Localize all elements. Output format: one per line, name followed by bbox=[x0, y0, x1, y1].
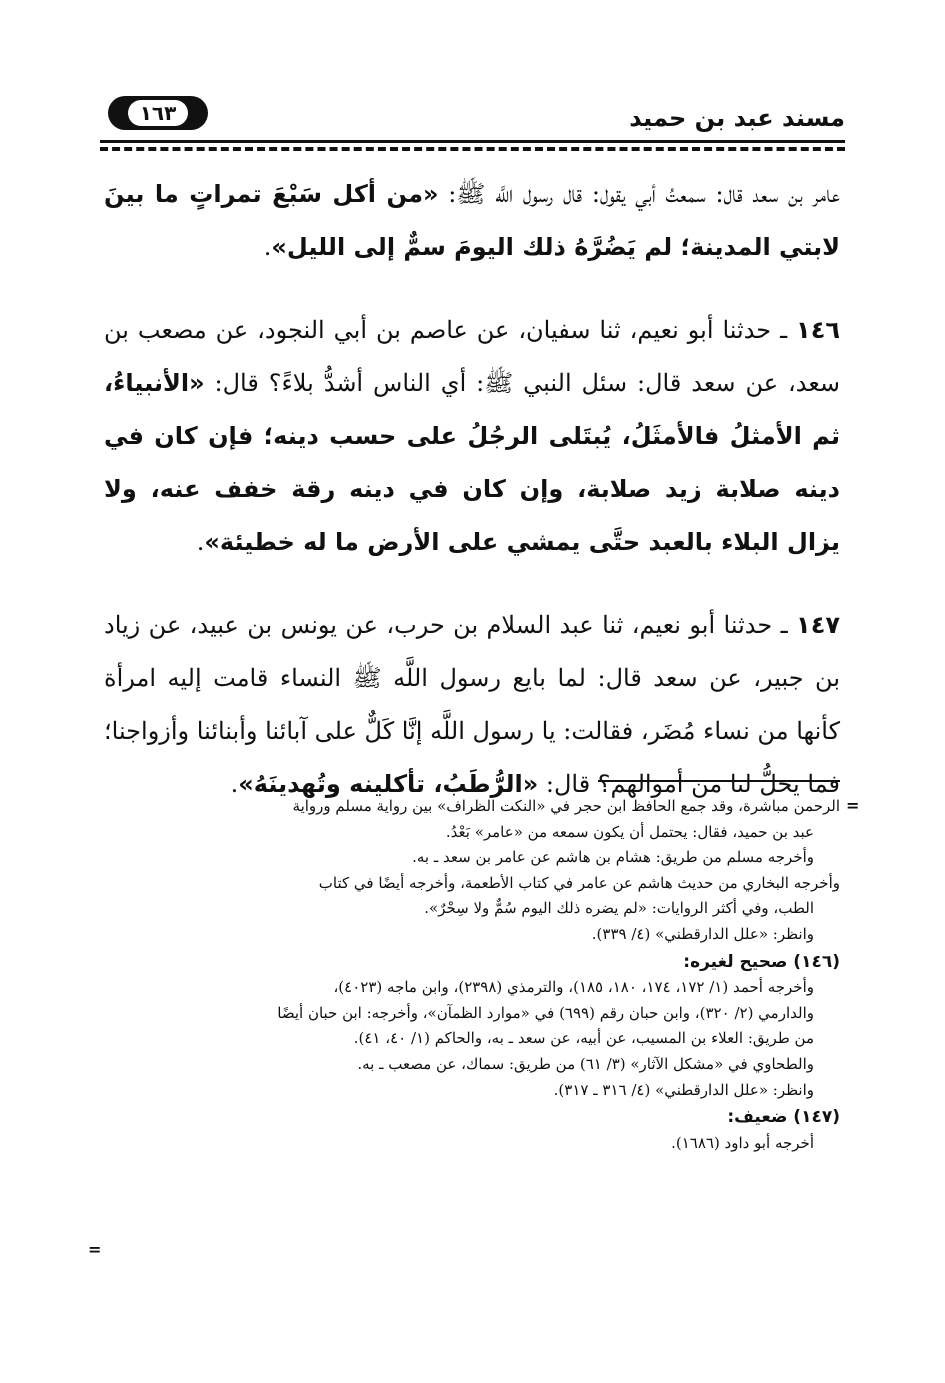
paragraph-end: . bbox=[230, 770, 239, 798]
footnotes bbox=[104, 794, 840, 1156]
footnote-separator bbox=[598, 780, 840, 782]
header-rule bbox=[100, 140, 845, 143]
page-header bbox=[100, 92, 845, 142]
continues-mark: = bbox=[88, 1240, 102, 1259]
page-number-badge bbox=[108, 96, 208, 130]
footnote-line: وأخرجه البخاري من حديث هاشم عن عامر في كتاب الأطعمة، وأخرجه أيضًا في كتاب bbox=[318, 873, 840, 892]
paragraph-end: . bbox=[263, 233, 272, 261]
footnote-line: وأخرجه مسلم من طريق: هشام بن هاشم عن عامر بن سعد ـ به. bbox=[412, 848, 814, 867]
hadith-text: «من أكل سَبْعَ تمراتٍ ما بينَ لابتي المدينة؛ لم يَضُرَّهُ ذلك اليومَ سمٌّ إلى الليل» bbox=[104, 180, 840, 261]
hadith-number: ١٤٦ bbox=[796, 316, 840, 344]
hadith-text: «الأنبياءُ، ثم الأمثلُ فالأمثَلُ، يُبتَلى الرجُلُ على حسب دينه؛ فإن كان في دينه صلابة زيد صلابة، وإن كان في دينه رقة خفف عنه، ولا يزال البلاء بالعبد حتَّى يمشي على الأرض ما له خطيئة» bbox=[104, 369, 840, 556]
footnote-line: والطحاوي في «مشكل الآثار» (٣/ ٦١) من طريق: سماك، عن مصعب ـ به. bbox=[357, 1054, 814, 1073]
footnote-line: الطب، وفي أكثر الروايات: «لم يضره ذلك اليوم سُمٌّ ولا سِحْرٌ». bbox=[424, 899, 814, 918]
book-title: مسند عبد بن حميد bbox=[629, 104, 845, 132]
narration-text: ـ حدثنا أبو نعيم، ثنا سفيان، عن عاصم بن أبي النجود، عن مصعب بن سعد، عن سعد قال: سئل النبي ﷺ: أي الناس أشدُّ بلاءً؟ قال: bbox=[104, 316, 840, 397]
main-text bbox=[104, 168, 840, 811]
footnote-line: الرحمن مباشرة، وقد جمع الحافظ ابن حجر في «النكت الظراف» بين رواية مسلم ورواية bbox=[292, 797, 840, 815]
paragraph-continued bbox=[104, 168, 840, 274]
footnote-line: والدارمي (٢/ ٣٢٠)، وابن حبان رقم (٦٩٩) في «موارد الظمآن»، وأخرجه: ابن حبان أيضًا bbox=[277, 1003, 814, 1022]
hadith-text: «الرُّطَبُ، تأكلينه وتُهدينَهُ» bbox=[238, 770, 539, 798]
footnote-heading-146: (١٤٦) صحيح لغيره: bbox=[683, 951, 840, 972]
footnote-heading-147: (١٤٧) ضعيف: bbox=[727, 1107, 840, 1128]
footnote-line: وانظر: «علل الدارقطني» (٤/ ٣٣٩). bbox=[591, 924, 814, 943]
hadith-number: ١٤٧ bbox=[796, 611, 840, 639]
footnote-line: عبد بن حميد، فقال: يحتمل أن يكون سمعه من «عامر» بَعْدُ. bbox=[445, 822, 814, 841]
footnote-line: وأخرجه أحمد (١/ ١٧٢، ١٧٤، ١٨٠، ١٨٥)، والترمذي (٢٣٩٨)، وابن ماجه (٤٠٢٣)، bbox=[333, 978, 814, 997]
footnote-line: من طريق: العلاء بن المسيب، عن أبيه، عن سعد ـ به، والحاكم (١/ ٤٠، ٤١). bbox=[353, 1029, 814, 1048]
continuation-mark: = bbox=[846, 796, 860, 815]
page-number: ١٦٣ bbox=[128, 100, 188, 126]
narration-text: ـ حدثنا أبو نعيم، ثنا عبد السلام بن حرب، عن يونس بن عبيد، عن زياد بن جبير، عن سعد قال: لما بايع رسول اللَّه ﷺ النساء قامت إليه امرأة كأنها من نساء مُضَر، فقالت: يا رسول اللَّه إنَّا كَلٌّ على آبائنا وأبنائنا وأزواجنا؛ فما يحلُّ لنا من أموالهم؟ قال: bbox=[104, 611, 840, 798]
header-dashed-rule bbox=[100, 147, 845, 151]
hadith-146 bbox=[104, 304, 840, 569]
narration-text: عامر بن سعد قال: سمعتُ أبي يقول: قال رسول اللَّه ﷺ: bbox=[438, 180, 840, 208]
footnote-line: وانظر: «علل الدارقطني» (٤/ ٣١٦ ـ ٣١٧). bbox=[553, 1080, 814, 1099]
paragraph-end: . bbox=[196, 528, 205, 556]
footnote-line: أخرجه أبو داود (١٦٨٦). bbox=[671, 1133, 814, 1152]
